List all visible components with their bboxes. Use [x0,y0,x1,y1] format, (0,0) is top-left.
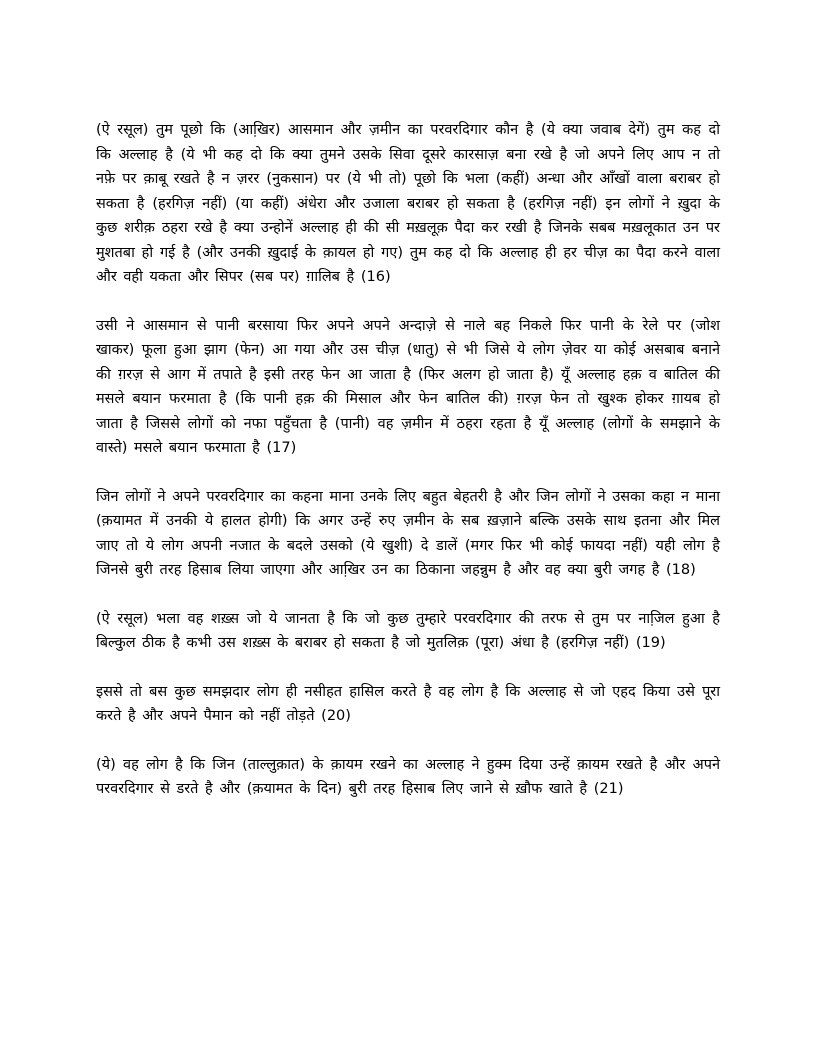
paragraph-verse-20: इससे तो बस कुछ समझदार लोग ही नसीहत हासिल करते है वह लोग है कि अल्लाह से जो एहद किया उसे पूरा करते है और अपने पैमान को नहीं तोड़ते (20) [96,683,720,724]
paragraph-verse-18: जिन लोगों ने अपने परवरदिगार का कहना माना उनके लिए बहुत बेहतरी है और जिन लोगों ने उसका कहा न माना (क़यामत में उनकी ये हालत होगी) कि अगर उन्हें रुए ज़मीन के सब ख़ज़ाने बल्कि उसके साथ इतना और मिल जाए तो ये लोग अपनी नजात के बदले उसको (ये खुशी) दे डालें (मगर फिर भी कोई फायदा नहीं) यही लोग है जिनसे बुरी तरह हिसाब लिया जाएगा और आखि़र उन का ठिकाना जहन्नुम है और वह क्या बुरी जगह है (18) [96,488,720,578]
paragraph-verse-17: उसी ने आसमान से पानी बरसाया फिर अपने अपने अन्दाजे़ से नाले बह निकले फिर पानी के रेले पर (जोश खाकर) फूला हुआ झाग (फेन) आ गया और उस चीज़ (धातु) से भी जिसे ये लोग ज़ेवर या कोई असबाब बनाने की ग़रज़ से आग में तपाते है इसी तरह फेन आ जाता है (फिर अलग हो जाता है) यूँ अल्लाह हक़ व बातिल की मसले बयान फरमाता है (कि पानी हक़ की मिसाल और फेन बातिल की) ग़रज़ फेन तो खुश्क होकर ग़ायब हो जाता है जिससे लोगों को नफा पहुँचता है (पानी) वह ज़मीन में ठहरा रहता है यूँ अल्लाह (लोगों के समझाने के वास्ते) मसले बयान फरमाता है (17) [96,317,720,456]
document-page [96,118,720,826]
paragraph-verse-21: (ये) वह लोग है कि जिन (ताल्लुक़ात) के क़ायम रखने का अल्लाह ने हुक्म दिया उन्हें क़ायम रखते है और अपने परवरदिगार से डरते है और (क़यामत के दिन) बुरी तरह हिसाब लिए जाने से ख़ौफ खाते है (21) [96,756,720,797]
paragraph-verse-16: (ऐ रसूल) तुम पूछो कि (आखि़र) आसमान और ज़मीन का परवरदिगार कौन है (ये क्या जवाब देगें) तुम कह दो कि अल्लाह है (ये भी कह दो कि क्या तुमने उसके सिवा दूसरे कारसाज़ बना रखे है जो अपने लिए आप न तो नफे़ पर क़ाबू रखते है न ज़रर (नुकसान) पर (ये भी तो) पूछो कि भला (कहीं) अन्धा और आँखों वाला बराबर हो सकता है (हरगिज़ नहीं) (या कहीं) अंधेरा और उजाला बराबर हो सकता है (हरगिज़ नहीं) इन लोगों ने ख़ुदा के कुछ शरीक़ ठहरा रखे है क्या उन्होनें अल्लाह ही की सी मख़लूक़ पैदा कर रखी है जिनके सबब मख़लूकात उन पर मुशतबा हो गई है (और उनकी ख़ुदाई के क़ायल हो गए) तुम कह दो कि अल्लाह ही हर चीज़ का पैदा करने वाला और वही यकता और सिपर (सब पर) ग़ालिब है (16) [96,122,720,285]
paragraph-verse-19: (ऐ रसूल) भला वह शख़्स जो ये जानता है कि जो कुछ तुम्हारे परवरदिगार की तरफ से तुम पर नाजि़ल हुआ है बिल्कुल ठीक है कभी उस शख़्स के बराबर हो सकता है जो मुतलिक़ (पूरा) अंधा है (हरगिज़ नहीं) (19) [96,610,720,651]
